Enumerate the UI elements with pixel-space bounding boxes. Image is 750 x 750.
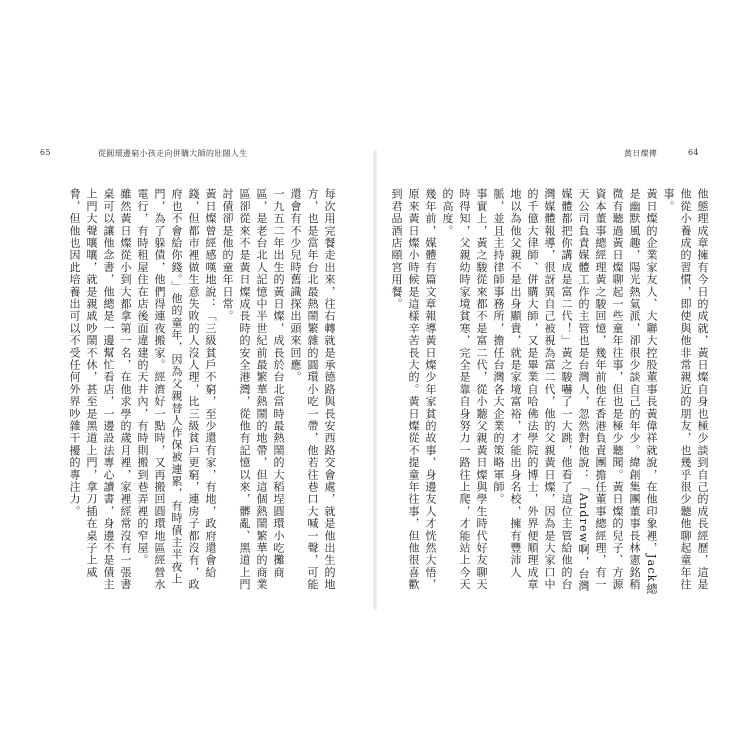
paragraph: 幾年前，媒體有篇文章報導黃日燦少年家貧的故事，身邊友人才恍然大悟，原來黃日燦小時候是這樣辛苦長大的。黃日燦從不提童年往事，但他很喜歡到君品酒店頤宮用餐。 [390, 188, 437, 591]
left-page-body [40, 188, 338, 598]
page-number-left: 65 [40, 148, 51, 157]
paragraph: 他態理成章擁有今日的成就，黃日燦自身也極少談到自己的成長經歷，這是他從小養成的習慣，即使與他非常親近的朋友，也幾乎很少聽他聊起童年往事。 [662, 188, 709, 591]
paragraph: 每次用完餐走出來，往右轉就是承德路與長安西路交會處，就是他出生的地方，也是當年台北最熱鬧繁雜的圓環小吃一帶，他若往巷口大喊一聲，可能還會有不少兒時舊識探出頭來回應。 [289, 188, 336, 591]
paragraph: 黃日燦曾經感嘆地說：「三級貧戶不窮，至少還有家，有地，政府還會給錢，但都市裡做生意失敗的人沒人理，比三級貧戶更窮，連房子都沒有，政府也不會給你錢。」他的童年，因為父親替人作保被連累，有時債主半夜上門，為了躲債，他們得連夜搬家。經濟好一點時，又再搬回圓環地區經營水電行，有時租屋住在店後面違建的天井內，有時則搬到巷弄裡的窄屋。 [136, 188, 217, 591]
right-page-body [390, 188, 711, 598]
paragraph: 事實上，黃之駿從來都不是富二代，從小聽父親黃日燦與學生時代好友聊天時得知，父親幼時家境貧寒，完全是靠自身努力一路往上爬，才能站上今天的高度。 [441, 188, 488, 591]
paragraph: 一九五二年出生的黃日燦，成長於台北當時最熱鬧的大稻埕圓環小吃攤商區，是老台北人記憶中半世紀前最繁華熱鬧的地帶，但這個熱鬧繁華的商業區卻從來不是黃日燦成長時的安全港灣，從他有記憶以來，髒亂、黑道上門討債卻是他的童年日常。 [221, 188, 285, 591]
running-header-left: 從圓環邊窮小孩走向併購大師的壯闊人生 [98, 149, 248, 158]
running-header-right: 黃日燦傳 [624, 149, 658, 158]
page-number-right: 64 [688, 148, 699, 157]
paragraph: 黃日燦的企業家友人、大聯大控股董事長黃偉祥就說，在他印象裡，Jack總是幽默風趣，陽光熱氣派，卻很少談自己的年少。緯創集團董事長林憲銘稍微有聽過黃日燦聊起一些童年往事，但也是極少聽聞。黃日燦的兒子、方源資本董事總經理黃之駿回憶，幾年前他在香港負責團擔任董事總經理，有一天公司負責媒體工作的主管也是台灣人，忽然對他說：「Andrew啊，台灣媒體都把你講成是富二代！」黃之駿嚇了一大跳，他看了這位主管給他的台灣媒體報導，很訝異自己被視為富二代，他的父親黃日燦，因為是大家口中的千億大律師、併購大師，又是畢業自哈佛法學院的博士，外界便順理成章地以為他父親不是出身顯貴，就是家境富裕，才能出身名校，擁有豐沛人脈，並且主持律師事務所，擔任台灣各大企業的策略軍師。 [492, 188, 658, 595]
paragraph: 雖然黃日燦從小到大都拿第一名，在他求學的歲月裡，家裡經常沒有一張書桌可以讓他念書，他總是一邊幫忙看店，一邊設法專心讀書，身邊不是債主上門大聲嚷嚷，就是親戚吵鬧不休，甚至是黑道上門，拿刀插在桌子上威脅，但他也因此培養出可以不受任何外界吵雜干擾的專注力。 [68, 188, 132, 591]
